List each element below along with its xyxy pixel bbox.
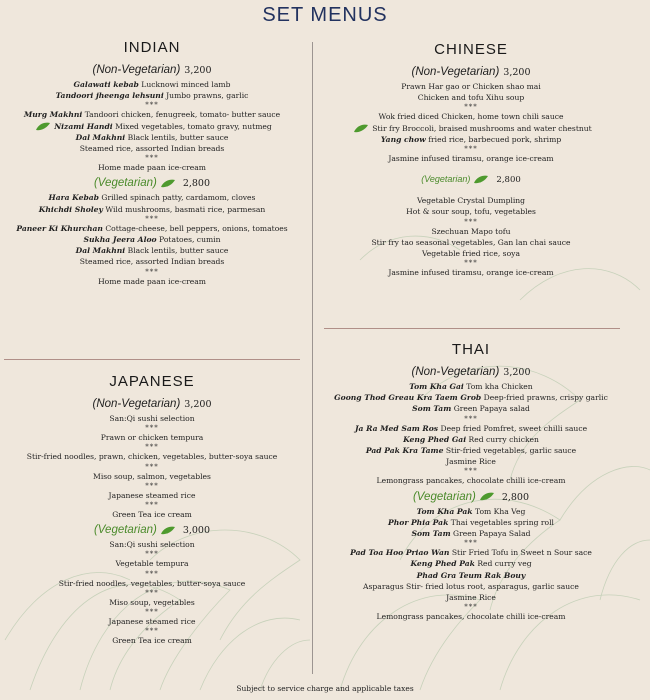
dish-desc: Lemongrass pancakes, chocolate chilli ice-cream — [376, 612, 566, 622]
dish-desc: Jumbo prawns, garlic — [166, 91, 249, 101]
dish-desc: Stir fry Broccoli, braised mushrooms and water chestnut — [372, 123, 592, 133]
veg-tier — [4, 175, 300, 191]
menu-item — [4, 223, 300, 234]
nonveg-tier — [4, 396, 300, 412]
dish-name: Keng Phed Gai — [403, 434, 467, 444]
dish-desc: Wok fried diced Chicken, home town chili sauce — [378, 112, 564, 122]
dish-desc: Tom kha Chicken — [466, 382, 533, 391]
dish-desc: Steamed rice, assorted Indian breads — [79, 144, 225, 154]
tier-label: (Non-Vegetarian) — [411, 366, 500, 378]
veg-tier — [322, 489, 620, 505]
menu-item — [322, 445, 620, 456]
menu-item — [322, 81, 620, 92]
nonveg-tier — [4, 62, 300, 78]
cuisine-heading: INDIAN — [123, 39, 181, 56]
separator: *** — [145, 608, 159, 617]
tier-price: 3,000 — [182, 525, 211, 537]
dish-name: Dal Makhni — [75, 246, 126, 256]
veg-tier — [4, 522, 300, 538]
dish-desc: Jasmine Rice — [446, 593, 496, 603]
menu-item — [4, 276, 300, 287]
dish-name: Nizami Handi — [54, 121, 113, 131]
separator: *** — [464, 259, 478, 268]
separator: *** — [464, 467, 478, 476]
menu-item — [322, 581, 620, 592]
dish-name: Yang chow — [380, 134, 426, 144]
right-horizontal-divider — [324, 328, 620, 329]
menu-item — [322, 195, 620, 206]
menu-item — [4, 192, 300, 203]
tier-price: 2,800 — [501, 491, 530, 503]
leaf-icon — [473, 175, 489, 184]
vertical-divider — [312, 42, 313, 674]
menu-item — [322, 111, 620, 122]
tier-price: 3,200 — [184, 399, 212, 410]
separator: *** — [145, 481, 159, 490]
dish-desc: Wild mushrooms, basmati rice, parmesan — [105, 204, 266, 214]
chinese-menu — [322, 40, 620, 278]
menu-item — [4, 162, 300, 173]
dish-name: Sukha Jeera Aloo — [83, 235, 157, 245]
tier-label: (Vegetarian) — [412, 490, 476, 503]
dish-desc: Miso soup, vegetables — [109, 597, 195, 607]
dish-desc: Mixed vegetables, tomato gravy, nutmeg — [115, 121, 272, 131]
menu-item — [322, 506, 620, 517]
dish-desc: Hot & sour soup, tofu, vegetables — [406, 207, 536, 217]
cuisine-heading: THAI — [451, 341, 491, 358]
dish-desc: Stir-fried noodles, vegetables, butter-soya sauce — [58, 578, 246, 588]
dish-desc: San:Qi sushi selection — [109, 414, 195, 423]
menu-item — [322, 381, 620, 392]
dish-desc: Stir Fried Tofu in Sweet n Sour sace — [451, 548, 592, 558]
menu-item — [4, 539, 300, 550]
dish-name: Phad Gra Teum Rak Bouy — [416, 570, 526, 580]
dish-desc: Black lentils, butter sauce — [127, 132, 229, 142]
dish-desc: Chicken and tofu Xihu soup — [417, 93, 525, 103]
dish-desc: Vegetable fried rice, soya — [422, 249, 520, 259]
menu-item — [322, 226, 620, 237]
dish-desc: Red curry veg — [477, 559, 532, 569]
menu-item — [4, 616, 300, 627]
dish-name: Hara Kebab — [48, 193, 99, 203]
menu-item — [4, 121, 300, 132]
page-title: SET MENUS — [262, 4, 388, 26]
menu-item — [322, 92, 620, 103]
dish-name: Tom Kha Gai — [409, 382, 464, 391]
menu-item — [4, 143, 300, 154]
dish-name: Keng Phed Pak — [410, 559, 475, 569]
dish-desc: Tandoori chicken, fenugreek, tomato- butter sauce — [84, 110, 281, 120]
japanese-menu — [4, 372, 300, 646]
dish-desc: Green Tea ice cream — [112, 510, 192, 520]
menu-item — [322, 475, 620, 486]
menu-item — [322, 611, 620, 622]
dish-name: Galawati kebab — [73, 80, 139, 89]
menu-item — [322, 570, 620, 581]
tier-label: (Vegetarian) — [421, 174, 471, 185]
dish-desc: Black lentils, butter sauce — [127, 246, 229, 256]
dish-desc: Steamed rice, assorted Indian breads — [79, 257, 225, 267]
footer-note: Subject to service charge and applicable taxes — [236, 684, 414, 693]
dish-desc: Vegetable Crystal Dumpling — [416, 196, 526, 206]
dish-name: Paneer Ki Khurchan — [16, 223, 103, 233]
dish-desc: Stir-fried vegetables, garlic sauce — [445, 446, 577, 456]
dish-desc: Stir-fried noodles, prawn, chicken, vegetables, butter-soya sauce — [26, 452, 278, 462]
separator: *** — [464, 603, 478, 612]
cuisine-heading: JAPANESE — [109, 373, 195, 390]
separator: *** — [145, 569, 159, 578]
dish-desc: Home made paan ice-cream — [98, 276, 206, 286]
dish-name: Pad Toa Hoo Priao Wan — [350, 548, 450, 558]
dish-desc: Japanese steamed rice — [108, 490, 196, 500]
dish-name: Tom Kha Pak — [416, 506, 473, 516]
menu-item — [322, 123, 620, 134]
left-horizontal-divider — [4, 359, 300, 360]
dish-desc: Green Papaya Salad — [453, 529, 531, 539]
cuisine-heading: CHINESE — [434, 41, 508, 58]
dish-desc: Prawn or chicken tempura — [100, 433, 204, 443]
menu-item — [4, 558, 300, 569]
dish-desc: Grilled spinach patty, cardamom, cloves — [101, 193, 256, 203]
dish-desc: Green Papaya salad — [453, 404, 530, 414]
dish-desc: Deep-fried prawns, crispy garlic — [483, 393, 608, 403]
separator: *** — [145, 214, 159, 223]
menu-item — [322, 267, 620, 278]
menu-item — [322, 517, 620, 528]
tier-label: (Vegetarian) — [93, 177, 157, 190]
dish-name: Pad Pak Kra Tame — [365, 446, 444, 456]
separator: *** — [464, 145, 478, 154]
dish-desc: Jasmine infused tiramsu, orange ice-cream — [388, 268, 554, 278]
menu-item — [4, 245, 300, 256]
separator: *** — [145, 154, 159, 163]
thai-menu — [322, 340, 620, 622]
separator: *** — [464, 217, 478, 226]
separator: *** — [145, 550, 159, 559]
menu-item — [4, 490, 300, 501]
nonveg-tier — [322, 364, 620, 380]
menu-item — [4, 635, 300, 646]
menu-item — [322, 434, 620, 445]
separator: *** — [145, 443, 159, 452]
menu-item — [322, 592, 620, 603]
tier-price: 3,200 — [503, 367, 531, 378]
tier-price: 3,200 — [503, 67, 531, 78]
dish-desc: San:Qi sushi selection — [109, 540, 195, 550]
dish-desc: fried rice, barbecued pork, shrimp — [428, 134, 562, 144]
tier-label: (Non-Vegetarian) — [92, 64, 181, 76]
menu-item — [4, 451, 300, 462]
leaf-icon — [35, 122, 51, 131]
dish-desc: Jasmine infused tiramsu, orange ice-cream — [388, 154, 554, 164]
tier-price: 2,800 — [496, 175, 521, 186]
menu-item — [322, 134, 620, 145]
separator: *** — [145, 462, 159, 471]
menu-item — [4, 256, 300, 267]
dish-desc: Thai vegetables spring roll — [450, 517, 554, 527]
dish-desc: Lucknowi minced lamb — [141, 80, 231, 89]
menu-item — [4, 204, 300, 215]
dish-name: Som Tam — [411, 529, 451, 539]
tier-price: 3,200 — [184, 65, 212, 76]
menu-item — [322, 237, 620, 248]
leaf-icon — [160, 179, 176, 188]
menu-item — [4, 509, 300, 520]
menu-item — [4, 578, 300, 589]
tier-price: 2,800 — [182, 178, 211, 190]
dish-desc: Japanese steamed rice — [108, 617, 196, 627]
dish-desc: Prawn Har gao or Chicken shao mai — [401, 82, 541, 91]
leaf-icon — [479, 492, 495, 501]
dish-name: Ja Ra Med Sam Ros — [354, 423, 439, 433]
menu-item — [322, 423, 620, 434]
menu-item — [4, 432, 300, 443]
dish-desc: Tom Kha Veg — [475, 506, 526, 516]
leaf-icon — [160, 526, 176, 535]
separator: *** — [145, 101, 159, 110]
menu-item — [322, 392, 620, 403]
separator: *** — [145, 627, 159, 636]
menu-item — [322, 456, 620, 467]
menu-item — [322, 558, 620, 569]
dish-desc: Asparagus Stir- fried lotus root, asparagus, garlic sauce — [363, 581, 579, 591]
menu-item — [4, 132, 300, 143]
tier-label: (Non-Vegetarian) — [92, 398, 181, 410]
dish-name: Dal Makhni — [75, 132, 126, 142]
menu-item — [4, 109, 300, 120]
dish-desc: Potatoes, cumin — [159, 235, 221, 245]
dish-name: Tandoori jheenga lehsuni — [55, 91, 164, 101]
menu-item — [4, 471, 300, 482]
dish-desc: Lemongrass pancakes, chocolate chilli ice-cream — [376, 476, 566, 486]
dish-desc: Green Tea ice cream — [112, 636, 192, 646]
separator: *** — [464, 414, 478, 423]
separator: *** — [145, 588, 159, 597]
menu-item — [4, 597, 300, 608]
dish-desc: Deep fried Pomfret, sweet chilli sauce — [440, 423, 588, 433]
indian-menu — [4, 38, 300, 287]
separator: *** — [145, 501, 159, 510]
menu-item — [322, 153, 620, 164]
dish-desc: Miso soup, salmon, vegetables — [93, 471, 211, 481]
separator: *** — [464, 539, 478, 548]
veg-tier — [322, 172, 620, 188]
menu-item — [4, 90, 300, 101]
dish-desc: Stir fry tao seasonal vegetables, Gan lan chai sauce — [371, 237, 571, 247]
dish-desc: Home made paan ice-cream — [98, 163, 206, 173]
menu-item — [322, 248, 620, 259]
menu-item — [4, 234, 300, 245]
menu-item — [4, 413, 300, 424]
separator: *** — [145, 424, 159, 433]
menu-item — [322, 547, 620, 558]
dish-name: Khichdi Sholey — [38, 204, 103, 214]
menu-item — [322, 528, 620, 539]
dish-desc: Vegetable tempura — [115, 559, 189, 569]
leaf-icon — [353, 124, 369, 133]
dish-desc: Red curry chicken — [468, 434, 539, 444]
dish-desc: Cottage-cheese, bell peppers, onions, tomatoes — [105, 223, 288, 233]
menu-item — [322, 206, 620, 217]
dish-name: Phor Phia Pak — [388, 517, 449, 527]
menu-item — [4, 79, 300, 90]
separator: *** — [145, 267, 159, 276]
menu-item — [322, 403, 620, 414]
separator: *** — [464, 103, 478, 112]
dish-desc: Szechuan Mapo tofu — [431, 226, 511, 236]
dish-name: Goong Thod Greau Kra Taem Grob — [334, 393, 482, 403]
tier-label: (Vegetarian) — [93, 524, 157, 537]
dish-name: Som Tam — [412, 404, 452, 414]
tier-label: (Non-Vegetarian) — [411, 66, 500, 78]
dish-desc: Jasmine Rice — [446, 457, 496, 467]
nonveg-tier — [322, 64, 620, 80]
dish-name: Murg Makhni — [23, 110, 83, 120]
